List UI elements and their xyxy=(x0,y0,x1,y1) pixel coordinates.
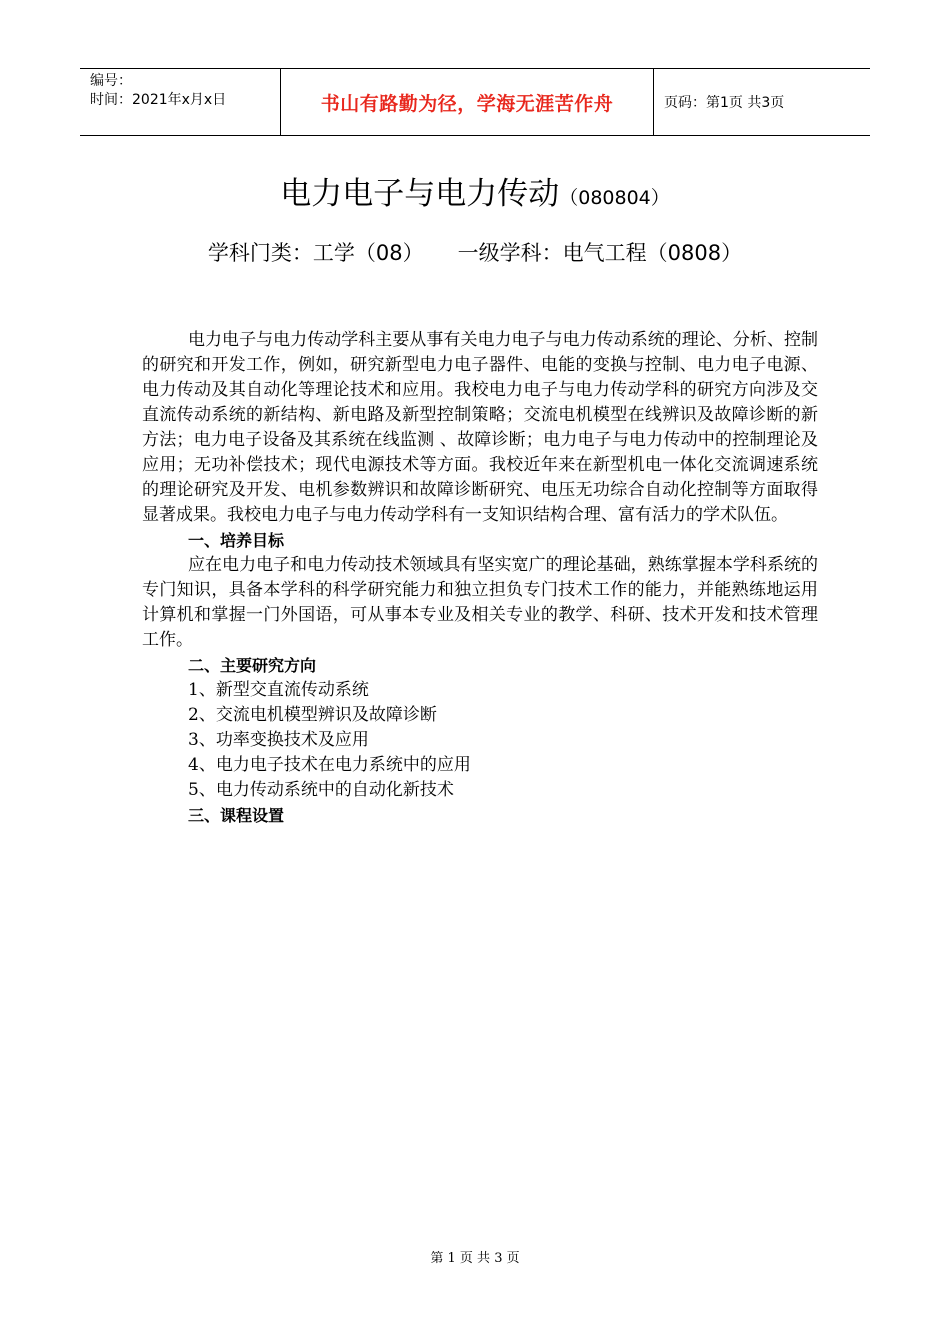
section-heading-goal: 一、培养目标 xyxy=(188,531,285,550)
document-body xyxy=(142,328,818,828)
intro-paragraph: 电力电子与电力传动学科主要从事有关电力电子与电力传动系统的理论、分析、控制的研究和开发工作，例如，研究新型电力电子器件、电能的变换与控制、电力电子电源、电力传动及其自动化等理论技术和应用。我校电力电子与电力传动学科的研究方向涉及交直流传动系统的新结构、新电路及新型控制策略；交流电机模型在线辨识及故障诊断的新方法；电力电子设备及其系统在线监测 、故障诊断；电力电子与电力传动中的控制理论及应用；无功补偿技术；现代电源技术等方面。我校近年来在新型机电一体化交流调速系统的理论研究及开发、电机参数辨识和故障诊断研究、电压无功综合自动化控制等方面取得显著成果。我校电力电子与电力传动学科有一支知识结构合理、富有活力的学术队伍。 xyxy=(142,330,818,525)
title-main: 电力电子与电力传动 xyxy=(280,176,560,212)
number-label: 编号： xyxy=(90,73,132,89)
list-item: 2、交流电机模型辨识及故障诊断 xyxy=(188,705,437,725)
section-heading-research: 二、主要研究方向 xyxy=(188,656,317,675)
page-footer: 第 1 页 共 3 页 xyxy=(430,1251,520,1266)
list-item: 3、功率变换技术及应用 xyxy=(188,730,369,750)
header-left-cell xyxy=(80,69,281,135)
subject-category: 学科门类：工学（08） xyxy=(207,241,424,265)
page-subtitle xyxy=(0,236,950,270)
first-level-discipline: 一级学科：电气工程（0808） xyxy=(457,241,743,265)
motto: 书山有路勤为径，学海无涯苦作舟 xyxy=(281,69,654,135)
section-heading-course: 三、课程设置 xyxy=(188,806,285,825)
header-table xyxy=(80,68,870,136)
list-item: 4、电力电子技术在电力系统中的应用 xyxy=(188,755,471,775)
page-info: 页码：第1页 共3页 xyxy=(664,95,785,111)
title-code: （080804） xyxy=(559,187,670,209)
page-title xyxy=(0,172,950,220)
time-label: 时间：2021年x月x日 xyxy=(90,92,227,108)
list-item: 1、新型交直流传动系统 xyxy=(188,680,369,700)
goal-paragraph: 应在电力电子和电力传动技术领域具有坚实宽广的理论基础，熟练掌握本学科系统的专门知识，具备本学科的科学研究能力和独立担负专门技术工作的能力，并能熟练地运用计算机和掌握一门外国语，可从事本专业及相关专业的教学、科研、技术开发和技术管理工作。 xyxy=(142,555,818,650)
list-item: 5、电力传动系统中的自动化新技术 xyxy=(188,780,454,800)
